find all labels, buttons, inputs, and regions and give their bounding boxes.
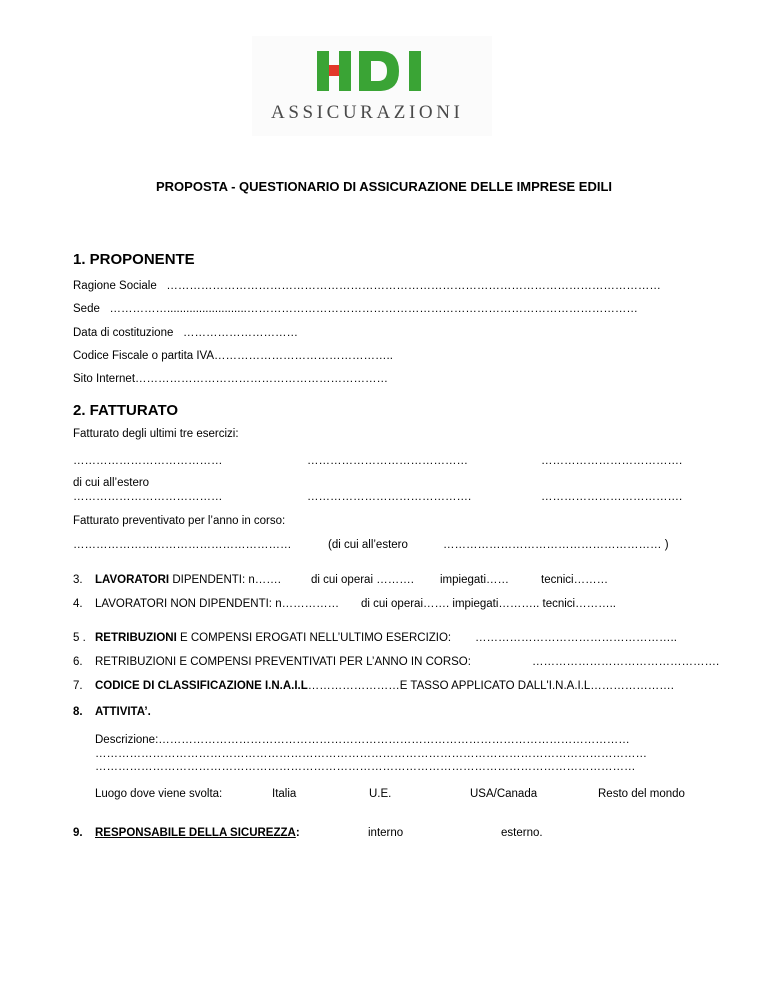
field-dots: ………………………… <box>182 327 298 339</box>
retribuzioni-bold: RETRIBUZIONI <box>95 632 177 644</box>
codice-inail-field[interactable] <box>95 680 674 692</box>
descrizione-dots: …………………………………………………………………………………………………………… <box>158 734 630 746</box>
option-usa-canada[interactable]: USA/Canada <box>470 788 538 800</box>
dipendenti-tecnici-field[interactable]: tecnici……… <box>541 574 609 586</box>
retribuzioni-erogate-field[interactable]: …………………………………………….. <box>475 632 677 644</box>
section-fatturato-heading: 2. FATTURATO <box>73 402 178 419</box>
hdi-logo-icon <box>317 51 445 91</box>
lavoratori-non-dipendenti-field[interactable]: LAVORATORI NON DIPENDENTI: n…………… <box>95 598 340 610</box>
responsabile-colon: : <box>295 827 300 839</box>
item-9-number: 9. <box>73 827 83 839</box>
field-ragione-sociale[interactable] <box>73 280 661 292</box>
option-resto-mondo[interactable]: Resto del mondo <box>598 788 685 800</box>
fatturato-year3-field[interactable]: ………………………………. <box>541 455 683 467</box>
retribuzioni-rest: E COMPENSI EROGATI NELL’ULTIMO ESERCIZIO: <box>176 632 452 644</box>
field-data-costituzione[interactable] <box>73 327 298 339</box>
descrizione-line-3[interactable]: …………………………………………………………………………………………………………………………… <box>95 761 636 773</box>
field-sede[interactable] <box>73 303 638 315</box>
descrizione-field[interactable] <box>95 734 630 746</box>
estero-year2-field[interactable]: ……………………………………. <box>307 491 472 503</box>
item-3-number: 3. <box>73 574 83 586</box>
estero-year3-field[interactable]: ………………………………. <box>541 491 683 503</box>
section-proponente-heading: 1. PROPONENTE <box>73 251 195 268</box>
item-8-number: 8. <box>73 706 83 718</box>
di-cui-estero-label: di cui all’estero <box>73 477 150 489</box>
item-5-number: 5 . <box>73 632 86 644</box>
lavoratori-bold: LAVORATORI <box>95 574 170 586</box>
dipendenti-impiegati-field[interactable]: impiegati…… <box>440 574 510 586</box>
field-label: Ragione Sociale <box>73 280 157 292</box>
fatturato-year1-field[interactable]: ………………………………… <box>73 455 223 467</box>
non-dipendenti-breakdown-field[interactable]: di cui operai……. impiegati……….. tecnici……….. <box>361 598 616 610</box>
attivita-heading: ATTIVITA’. <box>95 706 151 718</box>
logo-tagline: ASSICURAZIONI <box>271 102 464 123</box>
field-sito-internet[interactable] <box>73 373 388 385</box>
item-6-number: 6. <box>73 656 83 668</box>
codice-inail-bold: CODICE DI CLASSIFICAZIONE I.N.A.I.L <box>95 680 308 692</box>
option-italia[interactable]: Italia <box>272 788 297 800</box>
preventivato-estero-label: (di cui all’estero <box>328 539 408 551</box>
field-label: Sito Internet <box>73 373 136 385</box>
fatturato-preventivato-field[interactable]: ………………………………………………… <box>73 539 292 551</box>
fatturato-preventivato-label: Fatturato preventivato per l’anno in corso: <box>73 515 286 527</box>
descrizione-line-2[interactable]: ……………………………………………………………………………………………………………………………… <box>95 748 647 760</box>
field-dots: ……………………………………….. <box>214 350 393 362</box>
fatturato-year2-field[interactable]: …………………………………… <box>307 455 468 467</box>
responsabile-sicurezza-label <box>95 827 300 839</box>
field-dots: ………………………………………………………… <box>135 373 389 385</box>
option-ue[interactable]: U.E. <box>369 788 392 800</box>
retribuzioni-preventivate-label: RETRIBUZIONI E COMPENSI PREVENTIVATI PER L’ANNO IN CORSO: <box>95 656 471 668</box>
option-esterno[interactable]: esterno. <box>501 827 543 839</box>
field-dots: …………….........................………………………………………………………………………………………… <box>109 303 638 315</box>
luogo-label: Luogo dove viene svolta: <box>95 788 223 800</box>
item-7-number: 7. <box>73 680 83 692</box>
document-title: PROPOSTA - QUESTIONARIO DI ASSICURAZIONE DELLE IMPRESE EDILI <box>156 179 612 194</box>
fatturato-ultimi-label: Fatturato degli ultimi tre esercizi: <box>73 428 239 440</box>
retribuzioni-preventivate-field[interactable]: …………………………………………. <box>532 656 720 668</box>
codice-inail-rest: ……………………E TASSO APPLICATO DALL'I.N.A.I.L…………………. <box>307 680 674 692</box>
field-label: Sede <box>73 303 100 315</box>
dipendenti-operai-field[interactable]: di cui operai ………. <box>311 574 414 586</box>
field-label: Data di costituzione <box>73 327 174 339</box>
preventivato-estero-field[interactable]: ………………………………………………… ) <box>443 539 669 551</box>
field-dots: ………………………………………………………………………………………………………………… <box>166 280 661 292</box>
option-interno[interactable]: interno <box>368 827 404 839</box>
lavoratori-dipendenti-field[interactable] <box>95 574 281 586</box>
estero-year1-field[interactable]: ………………………………… <box>73 491 223 503</box>
item-4-number: 4. <box>73 598 83 610</box>
responsabile-heading: RESPONSABILE DELLA SICUREZZA <box>95 827 296 839</box>
field-label: Codice Fiscale o partita IVA <box>73 350 215 362</box>
descrizione-label: Descrizione: <box>95 734 159 746</box>
retribuzioni-erogate-label <box>95 632 451 644</box>
lavoratori-rest: DIPENDENTI: n……. <box>169 574 281 586</box>
field-codice-fiscale[interactable] <box>73 350 393 362</box>
